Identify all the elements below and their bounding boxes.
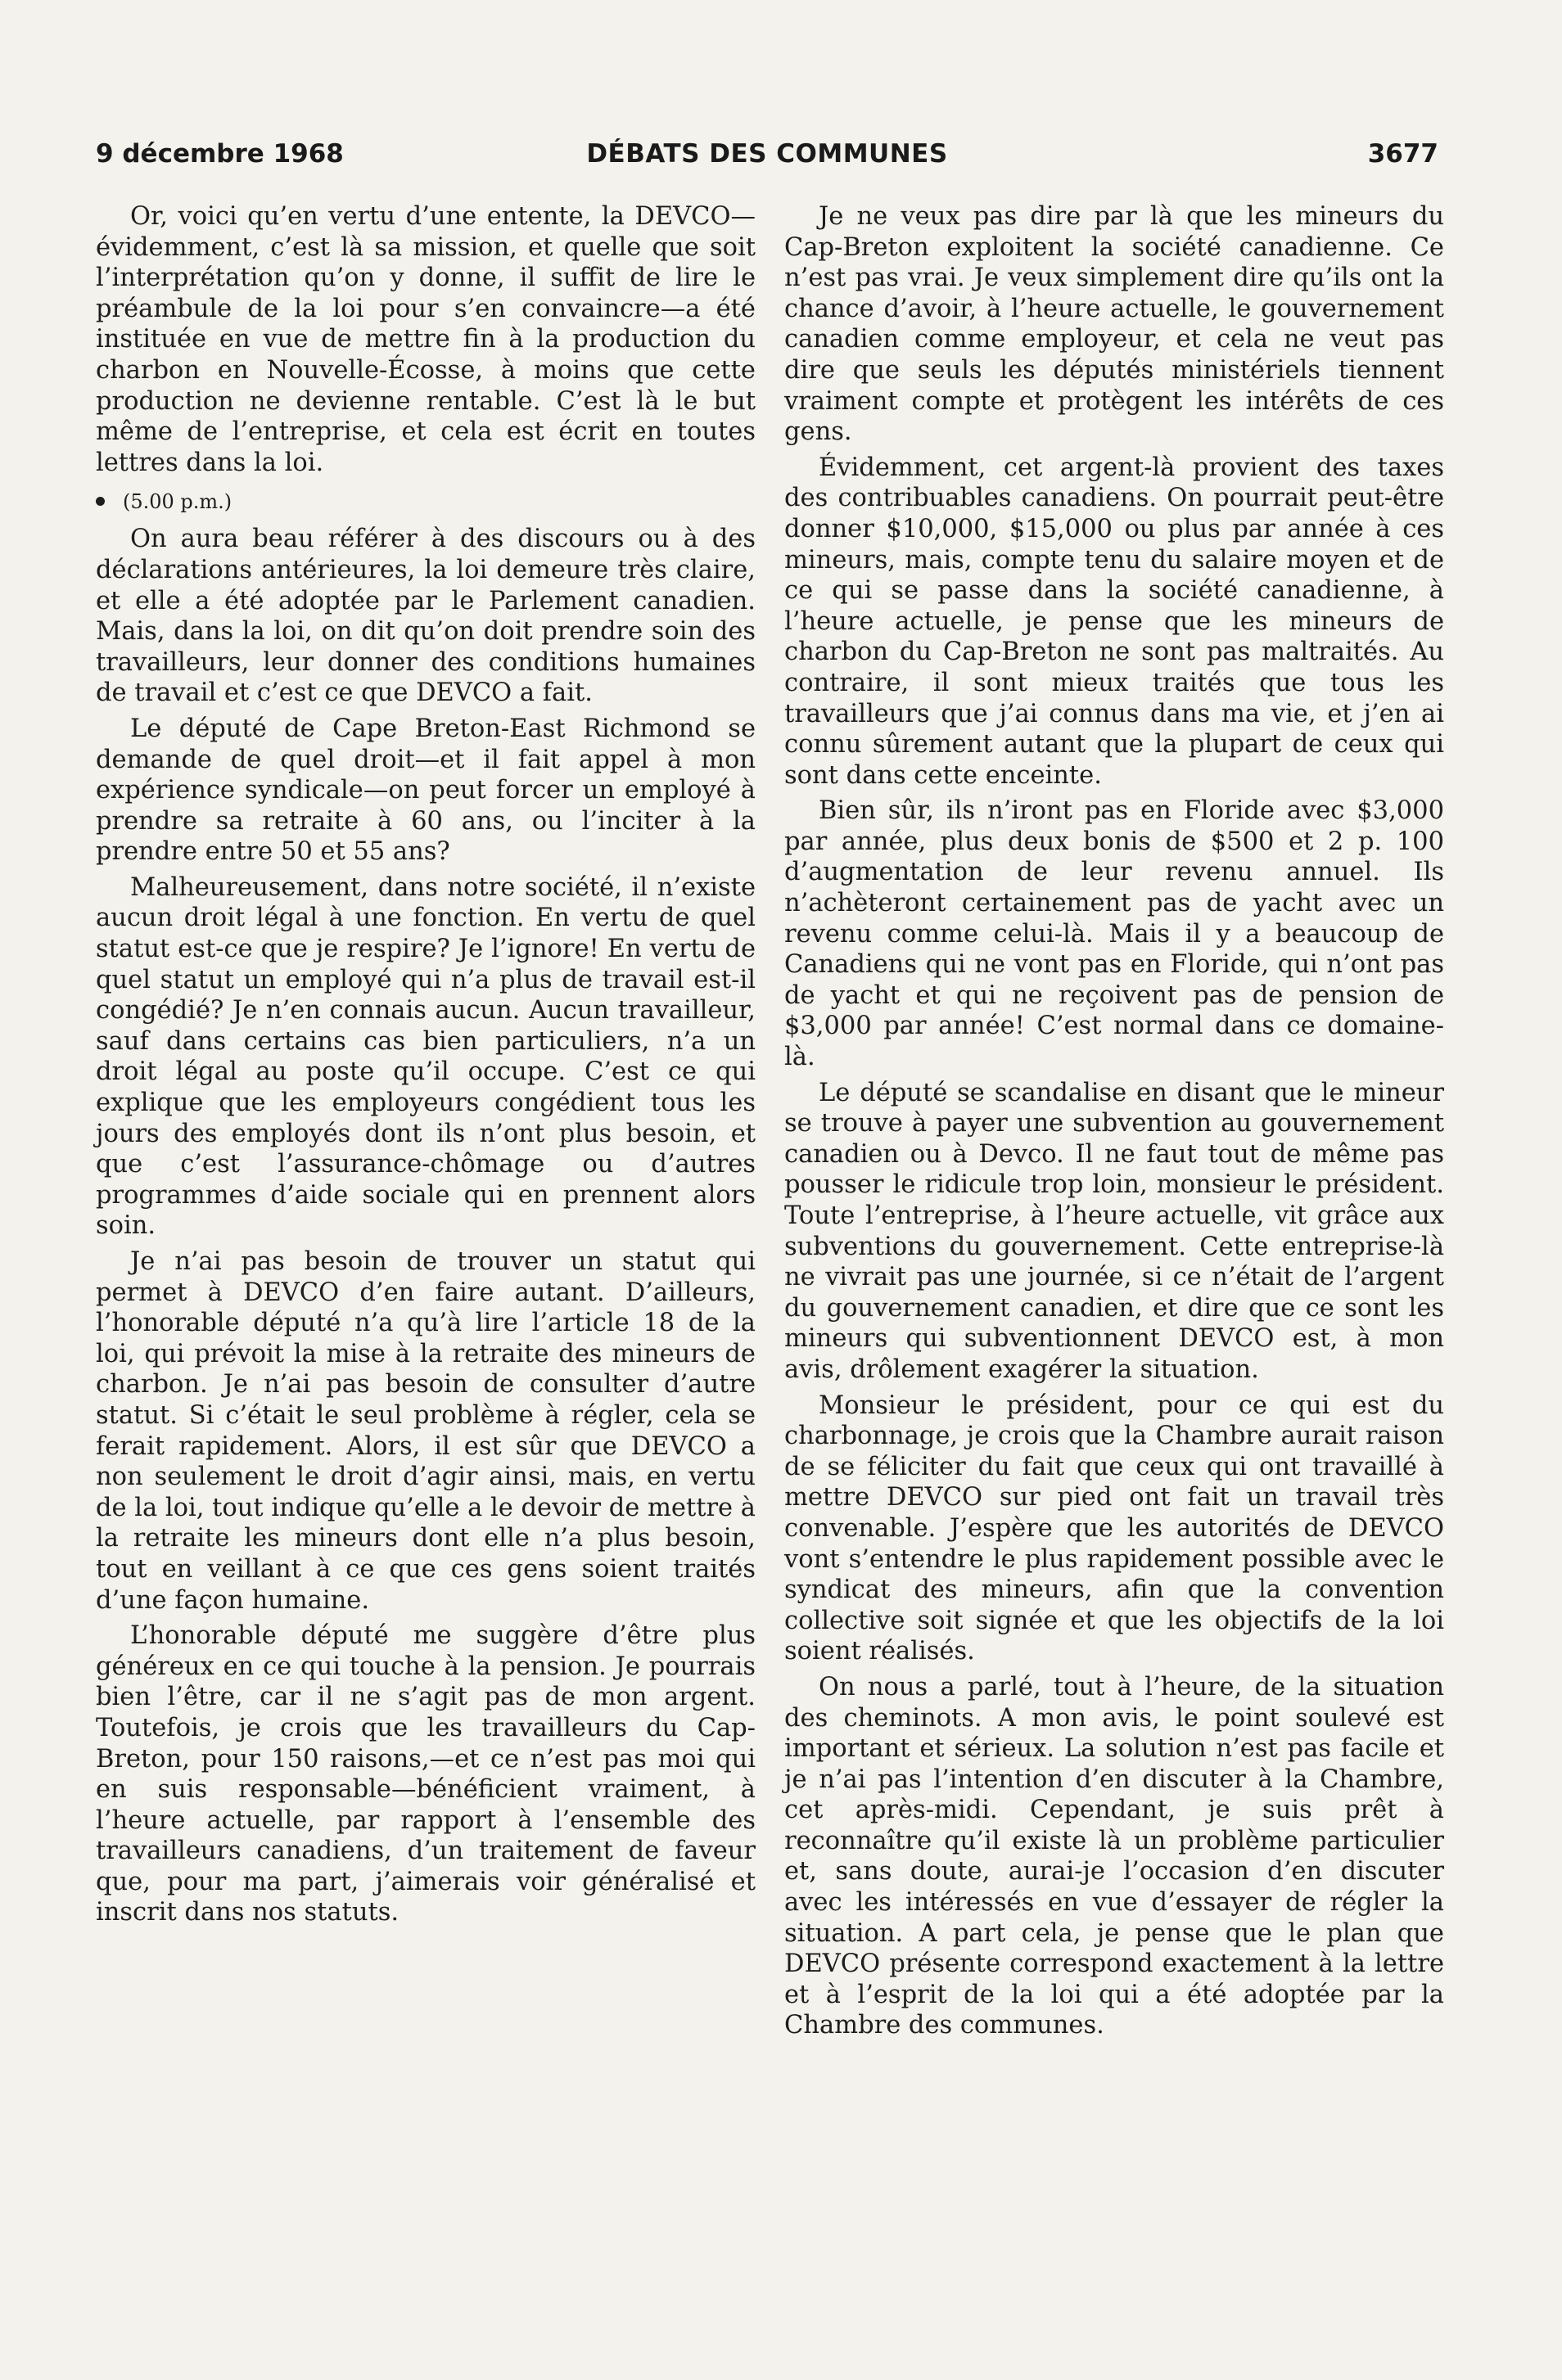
paragraph: On nous a parlé, tout à l’heure, de la situation des cheminots. A mon avis, le point soulevé est important et sérieux. La solution n’est pas facile et je n’ai pas l’intention d’en discuter à la Chambre, cet après-midi. Cependant, je suis prêt à reconnaître qu’il existe là un problème particulier et, sans doute, aurai-je l’occasion d’en discuter avec les intéressés en vue d’essayer de régler la situation. A part cela, je pense que le plan que DEVCO présente correspond exactement à la lettre et à l’esprit de la loi qui a été adoptée par la Chambre des communes. (784, 1672, 1444, 2040)
time-marker-text: (5.00 p.m.) (123, 490, 232, 514)
right-column (784, 201, 1444, 2046)
paragraph: Le député se scandalise en disant que le mineur se trouve à payer une subvention au gouvernement canadien ou à Devco. Il ne faut tout de même pas pousser le ridicule trop loin, monsieur le président. Toute l’entreprise, à l’heure actuelle, vit grâce aux subventions du gouvernement. Cette entreprise-là ne vivrait pas une journée, si ce n’était de l’argent du gouvernement canadien, et dire que ce sont les mineurs qui subventionnent DEVCO est, à mon avis, drôlement exagérer la situation. (784, 1078, 1444, 1384)
paragraph: Monsieur le président, pour ce qui est du charbonnage, je crois que la Chambre aurait raison de se féliciter du fait que ceux qui ont travaillé à mettre DEVCO sur pied ont fait un travail très convenable. J’espère que les autorités de DEVCO vont s’entendre le plus rapidement possible avec le syndicat des mineurs, afin que la convention collective soit signée et que les objectifs de la loi soient réalisés. (784, 1391, 1444, 1666)
paragraph: Je n’ai pas besoin de trouver un statut qui permet à DEVCO d’en faire autant. D’ailleurs, l’honorable député n’a qu’à lire l’article 18 de la loi, qui prévoit la mise à la retraite des mineurs de charbon. Je n’ai pas besoin de consulter d’autre statut. Si c’était le seul problème à régler, cela se ferait rapidement. Alors, il est sûr que DEVCO a non seulement le droit d’agir ainsi, mais, en vertu de la loi, tout indique qu’elle a le devoir de mettre à la retraite les mineurs dont elle n’a plus besoin, tout en veillant à ce que ces gens soient traités d’une façon humaine. (96, 1247, 756, 1615)
header-title: DÉBATS DES COMMUNES (586, 139, 948, 169)
page-header (96, 139, 1438, 180)
paragraph: L’honorable député me suggère d’être plus généreux en ce qui touche à la pension. Je pourrais bien l’être, car il ne s’agit pas de mon argent. Toutefois, je crois que les travailleurs du Cap-Breton, pour 150 raisons,—et ce n’est pas moi qui en suis responsable—bénéficient vraiment, à l’heure actuelle, par rapport à l’ensemble des travailleurs canadiens, d’un traitement de faveur que, pour ma part, j’aimerais voir généralisé et inscrit dans nos statuts. (96, 1621, 756, 1927)
paragraph: On aura beau référer à des discours ou à des déclarations antérieures, la loi demeure très claire, et elle a été adoptée par le Parlement canadien. Mais, dans la loi, on dit qu’on doit prendre soin des travailleurs, leur donner des conditions humaines de travail et c’est ce que DEVCO a fait. (96, 525, 756, 708)
paragraph: Bien sûr, ils n’iront pas en Floride avec $3,000 par année, plus deux bonis de $500 et 2 p. 100 d’augmentation de leur revenu annuel. Ils n’achèteront certainement pas de yacht avec un revenu comme celui-là. Mais il y a beaucoup de Canadiens qui ne vont pas en Floride, qui n’ont pas de yacht et qui ne reçoivent pas de pension de $3,000 par année! C’est normal dans ce domaine-là. (784, 796, 1444, 1072)
paragraph: Or, voici qu’en vertu d’une entente, la DEVCO—évidemment, c’est là sa mission, et quelle que soit l’interprétation qu’on y donne, il suffit de lire le préambule de la loi pour s’en convaincre—a été instituée en vue de mettre fin à la production du charbon en Nouvelle-Écosse, à moins que cette production ne devienne rentable. C’est là le but même de l’entreprise, et cela est écrit en toutes lettres dans la loi. (96, 202, 756, 477)
time-marker (96, 489, 756, 514)
left-column (96, 201, 756, 1933)
header-date: 9 décembre 1968 (96, 139, 344, 169)
page-number: 3677 (1367, 139, 1438, 169)
paragraph: Malheureusement, dans notre société, il n’existe aucun droit légal à une fonction. En vertu de quel statut est-ce que je respire? Je l’ignore! En vertu de quel statut un employé qui n’a plus de travail est-il congédié? Je n’en connais aucun. Aucun travailleur, sauf dans certains cas bien particuliers, n’a un droit légal au poste qu’il occupe. C’est ce qui explique que les employeurs congédient tous les jours des employés dont ils n’ont plus besoin, et que c’est l’assurance-chômage ou d’autres programmes d’aide sociale qui en prennent alors soin. (96, 872, 756, 1241)
paragraph: Le député de Cape Breton-East Richmond se demande de quel droit—et il fait appel à mon expérience syndicale—on peut forcer un employé à prendre sa retraite à 60 ans, ou l’inciter à la prendre entre 50 et 55 ans? (96, 714, 756, 867)
paragraph: Je ne veux pas dire par là que les mineurs du Cap-Breton exploitent la société canadienne. Ce n’est pas vrai. Je veux simplement dire qu’ils ont la chance d’avoir, à l’heure actuelle, le gouvernement canadien comme employeur, et cela ne veut pas dire que seuls les députés ministériels tiennent vraiment compte et protègent les intérêts de ces gens. (784, 202, 1444, 447)
bullet-icon (96, 497, 105, 506)
paragraph: Évidemment, cet argent-là provient des taxes des contribuables canadiens. On pourrait peut-être donner $10,000, $15,000 ou plus par année à ces mineurs, mais, compte tenu du salaire moyen et de ce qui se passe dans la société canadienne, à l’heure actuelle, je pense que les mineurs de charbon du Cap-Breton ne sont pas maltraités. Au contraire, il sont mieux traités que tous les travailleurs que j’ai connus dans ma vie, et j’en ai connu sûrement autant que la plupart de ceux qui sont dans cette enceinte. (784, 453, 1444, 790)
